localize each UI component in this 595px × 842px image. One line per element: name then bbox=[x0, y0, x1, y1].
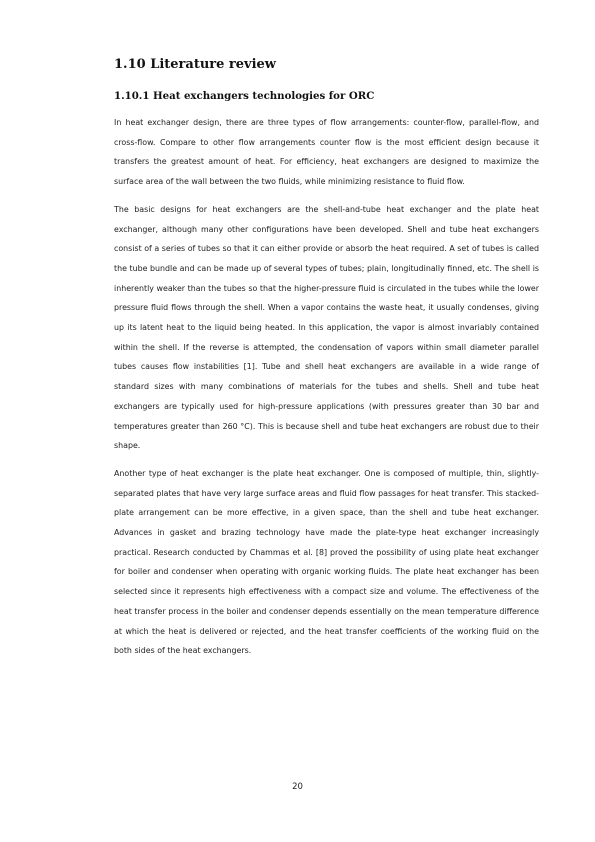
section-heading: 1.10 Literature review bbox=[114, 57, 276, 72]
page-number: 20 bbox=[292, 782, 303, 792]
paragraph-shell-and-tube: The basic designs for heat exchangers are the shell-and-tube heat exchanger and the plate heat exchanger, although many other configurations have been developed. Shell and tube heat exchangers consist of a series of tubes so that it can either provide or absorb the heat required. A set of tubes is called the tube bundle and can be made up of several types of tubes; plain, longitudinally finned, etc. The shell is inherently weaker than the tubes so that the higher-pressure fluid is circulated in the tubes while the lower pressure fluid flows through the shell. When a vapor contains the waste heat, it usually condenses, giving up its latent heat to the liquid being heated. In this application, the vapor is almost invariably contained within the shell. If the reverse is attempted, the condensation of vapors within small diameter parallel tubes causes flow instabilities [1]. Tube and shell heat exchangers are available in a wide range of standard sizes with many combinations of materials for the tubes and shells. Shell and tube heat exchangers are typically used for high-pressure applications (with pressures greater than 30 bar and temperatures greater than 260 °C). This is because shell and tube heat exchangers are robust due to their shape. bbox=[114, 204, 539, 451]
body-text bbox=[114, 113, 539, 669]
paragraph-plate-heat-exchanger: Another type of heat exchanger is the plate heat exchanger. One is composed of multiple, thin, slightly-separated plates that have very large surface areas and fluid flow passages for heat transfer. This stacked-plate arrangement can be more effective, in a given space, than the shell and tube heat exchanger. Advances in gasket and brazing technology have made the plate-type heat exchanger increasingly practical. Research conducted by Chammas et al. [8] proved the possibility of using plate heat exchanger for boiler and condenser when operating with organic working fluids. The plate heat exchanger has been selected since it represents high effectiveness with a compact size and volume. The effectiveness of the heat transfer process in the boiler and condenser depends essentially on the mean temperature difference at which the heat is delivered or rejected, and the heat transfer coefficients of the working fluid on the both sides of the heat exchangers. bbox=[114, 468, 539, 656]
subsection-heading: 1.10.1 Heat exchangers technologies for ORC bbox=[114, 90, 375, 102]
paragraph-flow-arrangements: In heat exchanger design, there are three types of flow arrangements: counter-flow, parallel-flow, and cross-flow. Compare to other flow arrangements counter flow is the most efficient design because it transfers the greatest amount of heat. For efficiency, heat exchangers are designed to maximize the surface area of the wall between the two fluids, while minimizing resistance to fluid flow. bbox=[114, 118, 539, 187]
